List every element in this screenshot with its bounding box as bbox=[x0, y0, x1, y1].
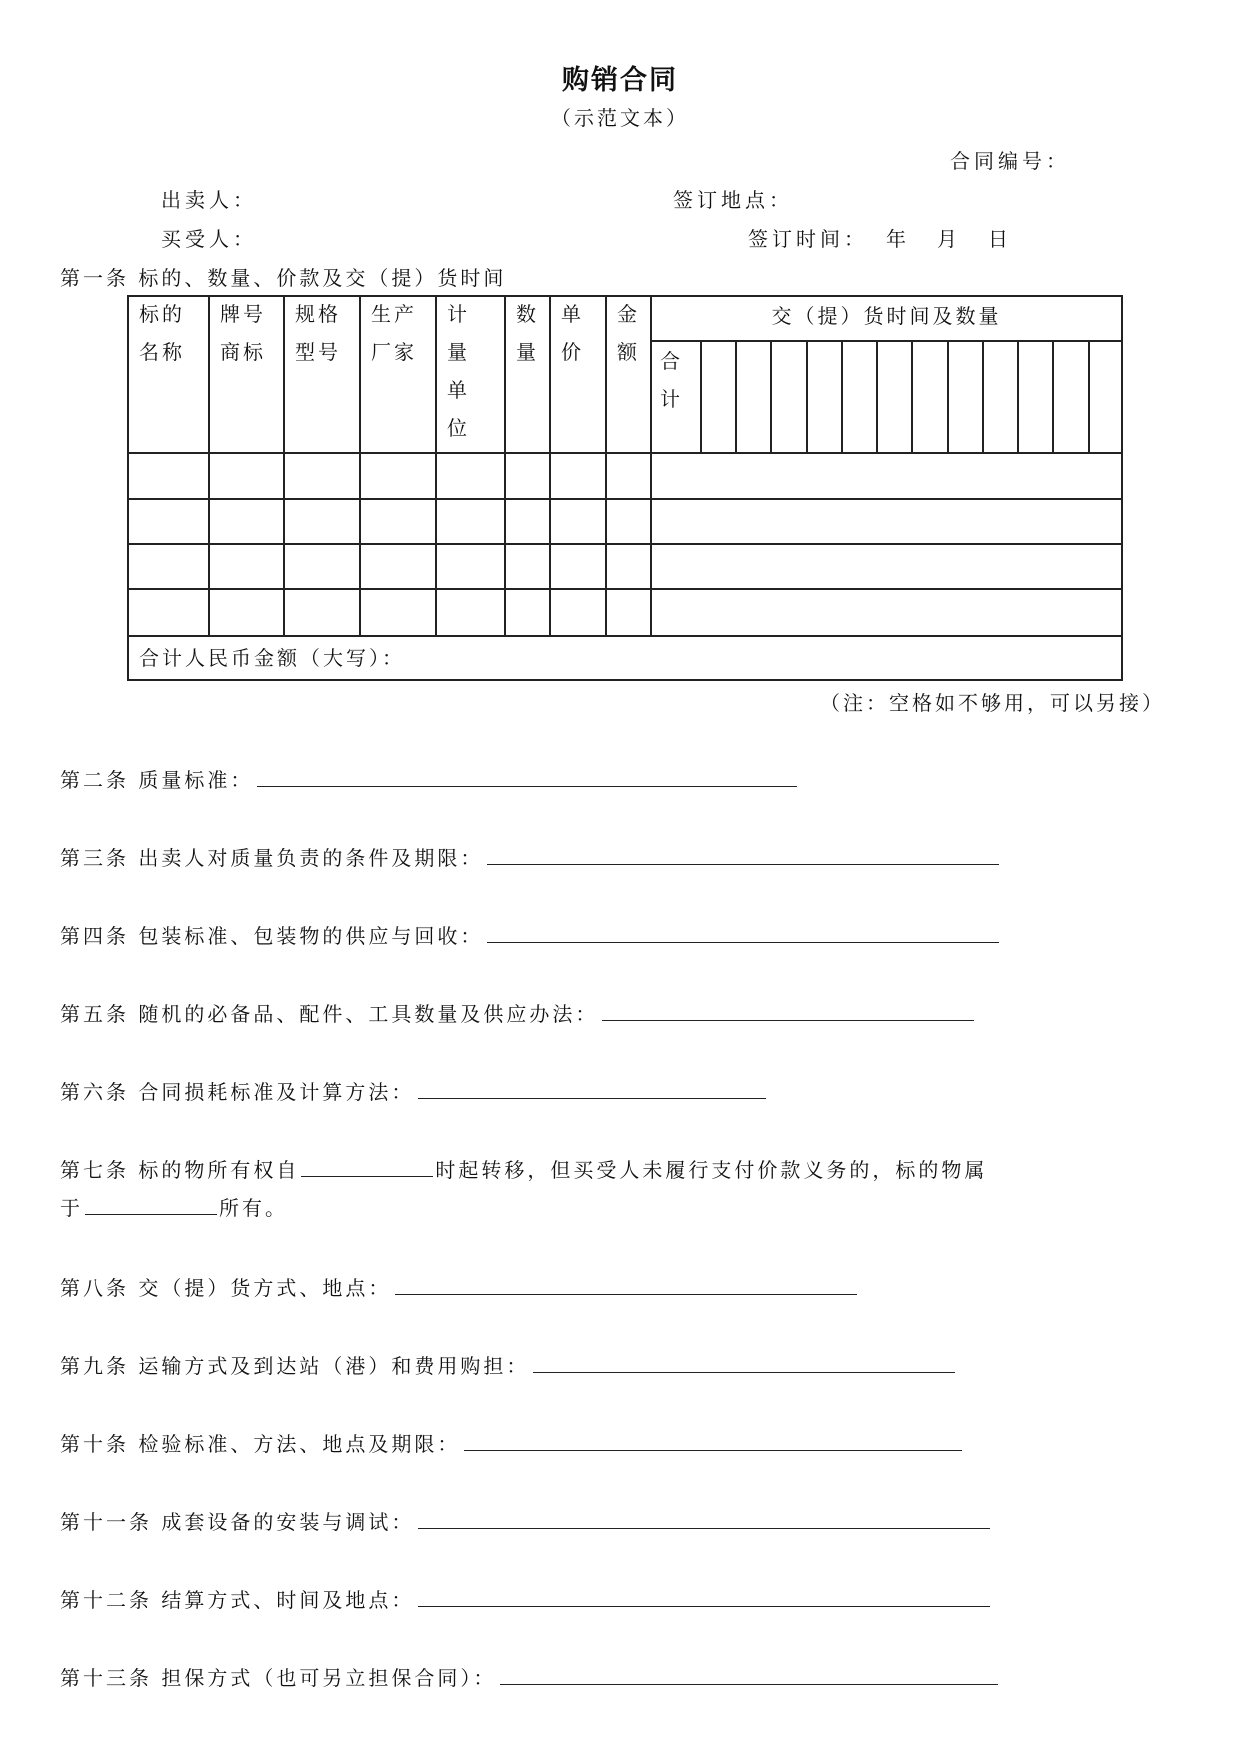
table-cell[interactable] bbox=[551, 454, 605, 498]
seller-label: 出卖人： bbox=[161, 188, 257, 212]
article-5-blank[interactable] bbox=[602, 998, 974, 1021]
delivery-subcolumn-line bbox=[982, 340, 984, 452]
table-cell[interactable] bbox=[129, 545, 208, 588]
article-12-blank[interactable] bbox=[418, 1584, 990, 1607]
table-cell[interactable] bbox=[285, 590, 359, 635]
table-cell[interactable] bbox=[361, 454, 435, 498]
article-8 bbox=[60, 1272, 857, 1301]
delivery-subcolumn-line bbox=[1052, 340, 1054, 452]
article-11 bbox=[60, 1506, 990, 1535]
table-cell[interactable] bbox=[607, 500, 650, 543]
table-cell[interactable] bbox=[551, 590, 605, 635]
day-label: 日 bbox=[988, 227, 1012, 251]
table-cell[interactable] bbox=[551, 500, 605, 543]
delivery-subcolumn-line bbox=[841, 340, 843, 452]
article-12-label: 第十二条 结算方式、时间及地点： bbox=[60, 1588, 415, 1612]
article-7-owner-blank[interactable] bbox=[85, 1192, 217, 1215]
table-cell[interactable] bbox=[607, 545, 650, 588]
signing-time-label: 签订时间： bbox=[748, 227, 868, 251]
article-3-label: 第三条 出卖人对质量负责的条件及期限： bbox=[60, 846, 484, 870]
article-7-transfer-blank[interactable] bbox=[301, 1154, 433, 1177]
table-cell[interactable] bbox=[210, 500, 283, 543]
delivery-subcolumn-line bbox=[735, 340, 737, 452]
table-cell[interactable] bbox=[285, 454, 359, 498]
article-5 bbox=[60, 998, 974, 1027]
article-9 bbox=[60, 1350, 955, 1379]
article-4 bbox=[60, 920, 999, 949]
delivery-subcolumn-line bbox=[911, 340, 913, 452]
table-note: （注：空格如不够用，可以另接） bbox=[820, 691, 1165, 715]
article-3 bbox=[60, 842, 999, 871]
delivery-subcolumn-line bbox=[876, 340, 878, 452]
article-2-blank[interactable] bbox=[257, 764, 797, 787]
article-4-blank[interactable] bbox=[487, 920, 999, 943]
month-label: 月 bbox=[937, 227, 961, 251]
table-cell[interactable] bbox=[437, 545, 504, 588]
delivery-subcolumn-line bbox=[700, 340, 702, 452]
article-11-blank[interactable] bbox=[418, 1506, 990, 1529]
document-subtitle: （示范文本） bbox=[551, 106, 689, 130]
article-11-label: 第十一条 成套设备的安装与调试： bbox=[60, 1510, 415, 1534]
table-cell[interactable] bbox=[285, 545, 359, 588]
table-cell[interactable] bbox=[361, 545, 435, 588]
table-cell[interactable] bbox=[506, 500, 549, 543]
article-12 bbox=[60, 1584, 990, 1613]
article-10-blank[interactable] bbox=[464, 1428, 962, 1451]
table-cell[interactable] bbox=[129, 590, 208, 635]
table-cell[interactable] bbox=[361, 500, 435, 543]
article-10 bbox=[60, 1428, 962, 1457]
table-cell[interactable] bbox=[607, 590, 650, 635]
document-title: 购销合同 bbox=[562, 65, 678, 96]
article-10-label: 第十条 检验标准、方法、地点及期限： bbox=[60, 1432, 461, 1456]
article-2 bbox=[60, 764, 797, 793]
article-7-line-1 bbox=[60, 1154, 987, 1183]
table-cell[interactable] bbox=[652, 500, 1123, 543]
article-9-blank[interactable] bbox=[533, 1350, 955, 1373]
article-1-heading: 第一条 标的、数量、价款及交（提）货时间 bbox=[60, 266, 507, 290]
article-9-label: 第九条 运输方式及到达站（港）和费用购担： bbox=[60, 1354, 530, 1378]
goods-table bbox=[127, 295, 1123, 681]
table-cell[interactable] bbox=[129, 500, 208, 543]
article-6-blank[interactable] bbox=[418, 1076, 766, 1099]
article-13 bbox=[60, 1662, 998, 1691]
table-cell[interactable] bbox=[210, 545, 283, 588]
article-7-part-3: 于 bbox=[60, 1196, 83, 1220]
column-header: 计 量 单 位 bbox=[447, 302, 470, 440]
column-header: 牌号 商标 bbox=[220, 302, 266, 364]
article-6 bbox=[60, 1076, 766, 1105]
article-2-label: 第二条 质量标准： bbox=[60, 768, 254, 792]
table-cell[interactable] bbox=[361, 590, 435, 635]
article-13-label: 第十三条 担保方式（也可另立担保合同）： bbox=[60, 1666, 497, 1690]
table-cell[interactable] bbox=[437, 590, 504, 635]
table-cell[interactable] bbox=[506, 454, 549, 498]
table-cell[interactable] bbox=[652, 590, 1123, 635]
column-header: 数 量 bbox=[516, 302, 539, 364]
article-8-label: 第八条 交（提）货方式、地点： bbox=[60, 1276, 392, 1300]
table-cell[interactable] bbox=[129, 454, 208, 498]
article-5-label: 第五条 随机的必备品、配件、工具数量及供应办法： bbox=[60, 1002, 599, 1026]
delivery-subcolumn-line bbox=[1017, 340, 1019, 452]
contract-number-label: 合同编号： bbox=[950, 149, 1070, 173]
delivery-subcolumn-line bbox=[770, 340, 772, 452]
table-cell[interactable] bbox=[506, 545, 549, 588]
column-header: 规格 型号 bbox=[295, 302, 341, 364]
signing-place-label: 签订地点： bbox=[673, 188, 793, 212]
column-header: 金 额 bbox=[617, 302, 640, 364]
year-label: 年 bbox=[886, 227, 910, 251]
article-3-blank[interactable] bbox=[487, 842, 999, 865]
table-cell[interactable] bbox=[652, 454, 1123, 498]
buyer-label: 买受人： bbox=[161, 227, 257, 251]
delivery-subcolumn-line bbox=[1088, 340, 1090, 452]
article-8-blank[interactable] bbox=[395, 1272, 857, 1295]
article-7-part-4: 所有。 bbox=[219, 1196, 288, 1220]
table-cell[interactable] bbox=[551, 545, 605, 588]
table-cell[interactable] bbox=[210, 454, 283, 498]
total-amount-label: 合计人民币金额（大写）： bbox=[139, 646, 405, 670]
subtotal-label: 合 计 bbox=[660, 349, 683, 411]
article-7-line-2 bbox=[60, 1192, 288, 1221]
table-cell[interactable] bbox=[607, 454, 650, 498]
table-row-line bbox=[127, 635, 1123, 637]
delivery-subcolumn-line bbox=[806, 340, 808, 452]
table-cell[interactable] bbox=[437, 500, 504, 543]
table-cell[interactable] bbox=[652, 545, 1123, 588]
article-13-blank[interactable] bbox=[500, 1662, 998, 1685]
article-7-part-1: 第七条 标的物所有权自 bbox=[60, 1158, 300, 1182]
article-7-part-2: 时起转移，但买受人未履行支付价款义务的，标的物属 bbox=[435, 1158, 988, 1182]
table-cell[interactable] bbox=[506, 590, 549, 635]
column-header: 单 价 bbox=[561, 302, 584, 364]
table-cell[interactable] bbox=[210, 590, 283, 635]
table-border-bottom bbox=[127, 679, 1123, 681]
column-header: 标的 名称 bbox=[139, 302, 185, 364]
table-cell[interactable] bbox=[437, 454, 504, 498]
column-header: 生产 厂家 bbox=[371, 302, 417, 364]
table-cell[interactable] bbox=[285, 500, 359, 543]
delivery-header: 交（提）货时间及数量 bbox=[771, 304, 1002, 328]
article-6-label: 第六条 合同损耗标准及计算方法： bbox=[60, 1080, 415, 1104]
delivery-subcolumn-line bbox=[947, 340, 949, 452]
article-4-label: 第四条 包装标准、包装物的供应与回收： bbox=[60, 924, 484, 948]
